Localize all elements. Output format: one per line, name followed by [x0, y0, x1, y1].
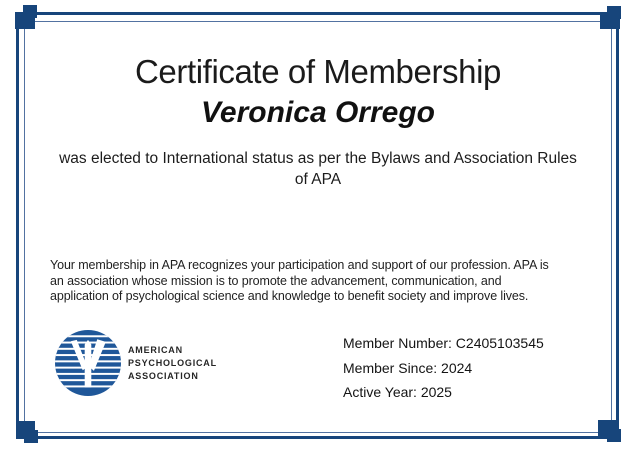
active-year-line: Active Year: 2025: [343, 384, 452, 400]
corner-ornament-top-right-step: [607, 6, 621, 19]
corner-ornament-bottom-right-step: [607, 429, 621, 442]
mission-statement: Your membership in APA recognizes your participation and support of our profession. APA is an association whose mission is to promote the advancement, communication, and application of psychological science and knowledge to benefit society and improve lives.: [50, 258, 549, 304]
membership-details: [343, 331, 544, 405]
apa-logo: [55, 330, 217, 396]
org-name-line-3: ASSOCIATION: [128, 370, 199, 381]
member-name: Veronica Orrego: [201, 96, 435, 129]
certificate-title: Certificate of Membership: [135, 53, 501, 90]
corner-ornament-bottom-left-step: [24, 430, 38, 443]
member-since-line: Member Since: 2024: [343, 359, 473, 376]
apa-wordmark: [128, 344, 217, 383]
election-statement: was elected to International status as per the Bylaws and Association Rules of APA: [59, 150, 577, 188]
member-number-line: Member Number: C2405103545: [343, 335, 544, 351]
org-name-line-2: PSYCHOLOGICAL: [128, 357, 217, 368]
corner-ornament-top-left-step: [23, 5, 37, 18]
org-name-line-1: AMERICAN: [128, 344, 183, 355]
apa-psi-logo-icon: [55, 330, 121, 396]
